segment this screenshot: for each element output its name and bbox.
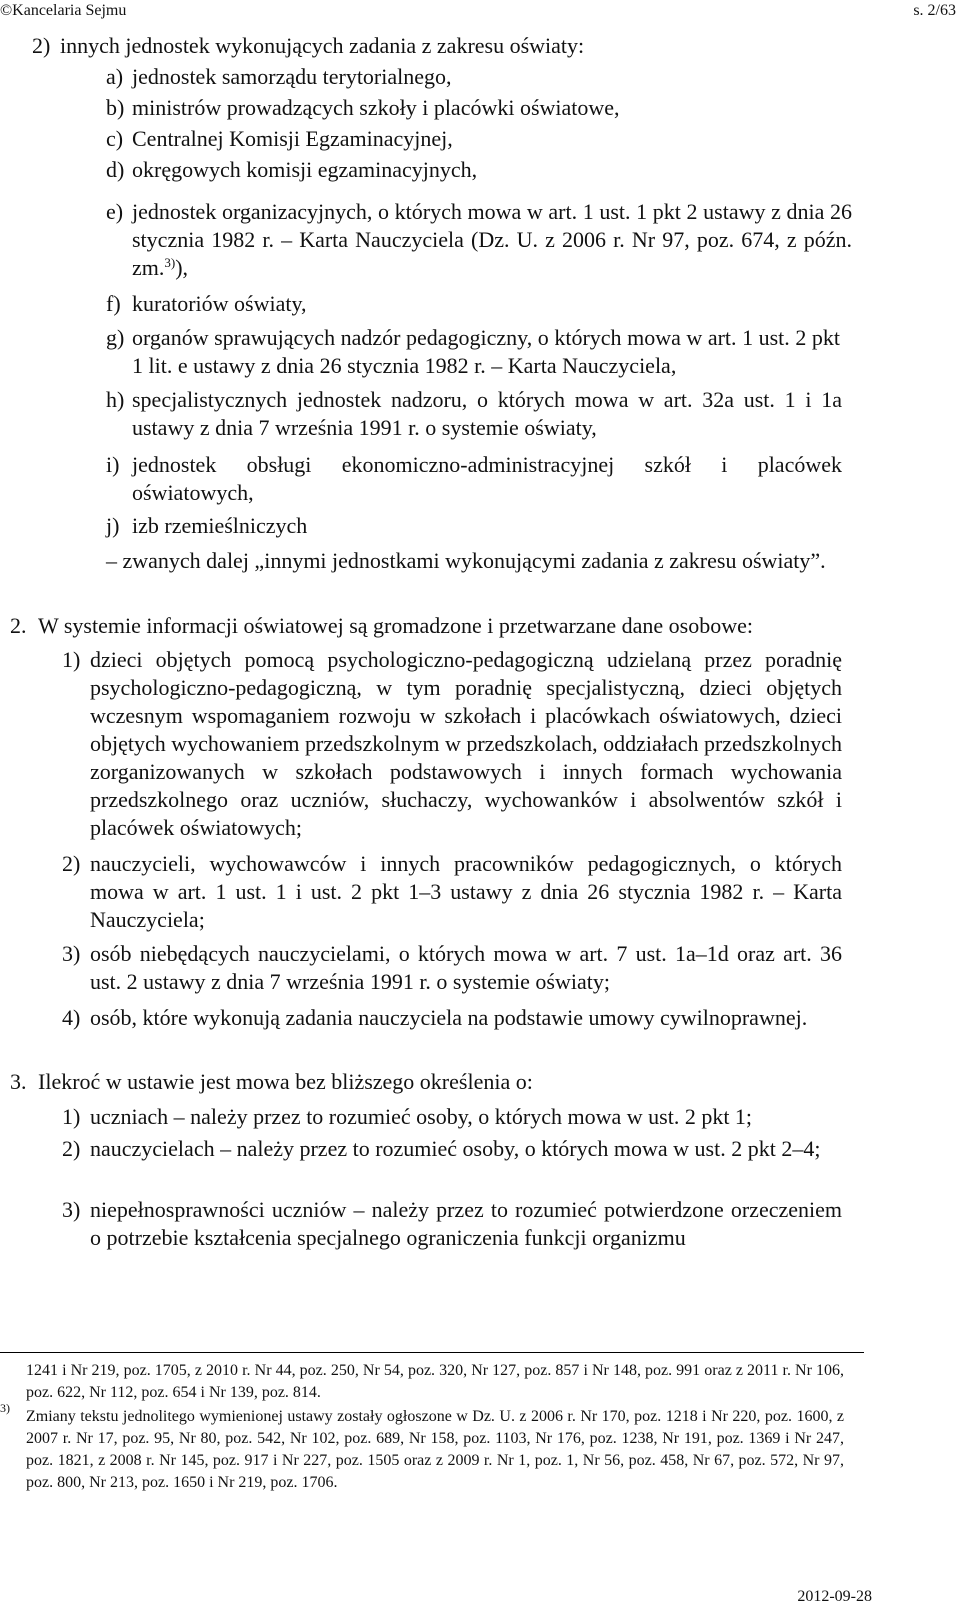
point-number: 2) [32, 33, 51, 58]
footnote-separator [0, 1352, 864, 1353]
page-header-source: ©Kancelaria Sejmu [0, 2, 127, 19]
footnote-number: 3) [0, 1401, 10, 1415]
footnote-ref[interactable]: 3) [164, 255, 176, 270]
footnote-continuation: 1241 i Nr 219, poz. 1705, z 2010 r. Nr 44, poz. 250, Nr 54, poz. 320, Nr 127, poz. 857 i Nr 148, poz. 991 oraz z 2011 r. Nr 106, poz. 622, Nr 112, poz. 654 i Nr 139, poz. 814. [26, 1362, 844, 1401]
footnote-3-text: Zmiany tekstu jednolitego wymienionej ustawy zostały ogłoszone w Dz. U. z 2006 r. Nr 170, poz. 1218 i Nr 220, poz. 1600, z 2007 r. Nr 17, poz. 95, Nr 80, poz. 542, Nr 102, poz. 689, Nr 158, poz. 1103, Nr 176, poz. 1238, Nr 191, poz. 1369 i Nr 247, poz. 1821, z 2008 r. Nr 145, poz. 917 i Nr 227, poz. 1505 oraz z 2009 r. Nr 1, poz. 1, Nr 56, poz. 458, Nr 67, poz. 572, Nr 97, poz. 800, Nr 213, poz. 1650 i Nr 219, poz. 1706. [26, 1408, 844, 1491]
point-text: innych jednostek wykonujących zadania z zakresu oświaty: [60, 33, 585, 58]
footer-date: 2012-09-28 [797, 1588, 872, 1605]
page-number: s. 2/63 [913, 2, 956, 19]
